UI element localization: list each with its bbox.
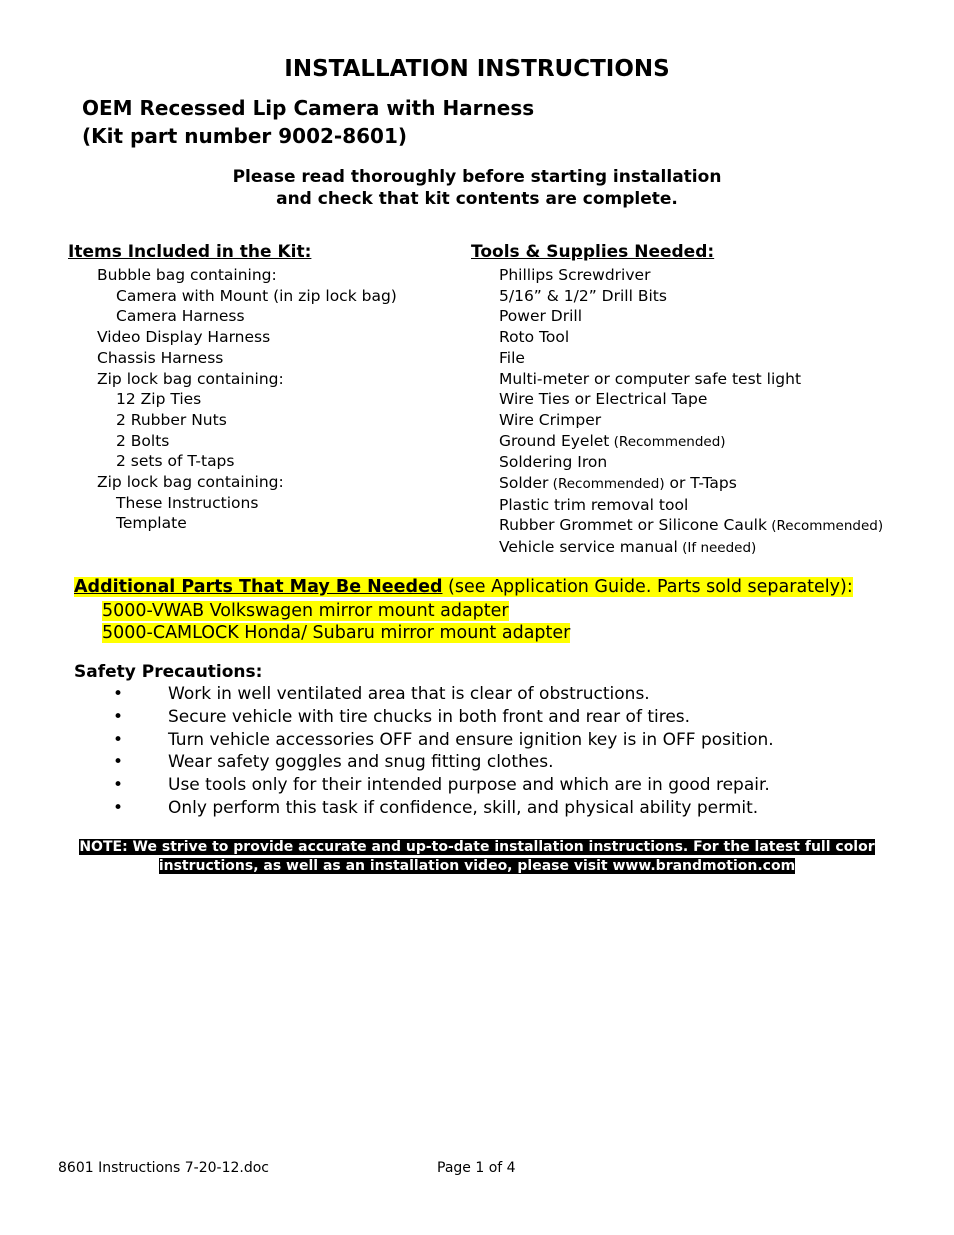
tool-item: Solder (Recommended) or T-Taps: [499, 474, 737, 493]
safety-item: Turn vehicle accessories OFF and ensure ignition key is in OFF position.: [168, 729, 774, 750]
kit-item: Camera Harness: [116, 307, 245, 326]
kit-item: Bubble bag containing:: [97, 266, 277, 284]
product-name: OEM Recessed Lip Camera with Harness: [82, 96, 535, 120]
kit-items-heading: Items Included in the Kit:: [68, 242, 312, 262]
read-notice-line1: Please read thoroughly before starting installation: [232, 167, 722, 187]
tool-item: Ground Eyelet (Recommended): [499, 431, 726, 450]
kit-item: 2 Bolts: [116, 431, 170, 450]
tools-heading: Tools & Supplies Needed:: [471, 242, 715, 262]
tool-item: Vehicle service manual (If needed): [499, 538, 757, 557]
safety-item: Wear safety goggles and snug fitting clothes.: [168, 752, 554, 773]
kit-part-number: (Kit part number 9002-8601): [82, 124, 408, 148]
tool-item: Multi-meter or computer safe test light: [499, 369, 802, 388]
tool-item-note: (If needed): [677, 540, 757, 557]
kit-item: Zip lock bag containing:: [97, 473, 284, 492]
tools-list: [499, 265, 883, 559]
kit-item: Chassis Harness: [97, 348, 224, 367]
bullet-icon: •: [113, 798, 124, 818]
additional-parts-heading: Additional Parts That May Be Needed: [74, 577, 443, 597]
note-line1: NOTE: We strive to provide accurate and up-to-date installation instructions. For the latest full color: [79, 839, 875, 855]
kit-item: 12 Zip Ties: [116, 390, 202, 409]
tool-item: Rubber Grommet or Silicone Caulk (Recommended): [499, 516, 884, 535]
additional-part-item: 5000-VWAB Volkswagen mirror mount adapter: [102, 601, 509, 621]
kit-item: These Instructions: [116, 493, 259, 512]
tool-item: Wire Ties or Electrical Tape: [499, 390, 708, 409]
page-title: INSTALLATION INSTRUCTIONS: [284, 56, 670, 82]
tool-item-note: (Recommended): [766, 518, 884, 535]
note-banner: [0, 838, 954, 876]
kit-item: Video Display Harness: [97, 328, 271, 347]
safety-item: Work in well ventilated area that is clear of obstructions.: [168, 684, 650, 704]
bullet-icon: •: [113, 729, 124, 750]
kit-item: 2 Rubber Nuts: [116, 410, 227, 429]
read-notice-line2: and check that kit contents are complete.: [276, 189, 678, 209]
note-line2: instructions, as well as an installation video, please visit www.brandmotion.com: [158, 858, 796, 874]
tool-item: 5/16” & 1/2” Drill Bits: [499, 286, 667, 305]
kit-items-list: [0, 265, 397, 534]
tool-item: Power Drill: [499, 307, 583, 326]
tool-item: Phillips Screwdriver: [499, 266, 651, 284]
tool-item: Wire Crimper: [499, 410, 602, 429]
tool-item-note: (Recommended): [609, 433, 726, 450]
tool-item: File: [499, 348, 525, 367]
kit-item: Camera with Mount (in zip lock bag): [116, 286, 397, 305]
additional-parts-heading-line: [74, 577, 853, 597]
footer-filename: 8601 Instructions 7-20-12.doc: [58, 1160, 269, 1176]
additional-part-item: 5000-CAMLOCK Honda/ Subaru mirror mount adapter: [102, 623, 571, 643]
bullet-icon: •: [113, 752, 124, 773]
bullet-icon: •: [113, 706, 124, 727]
safety-item: Only perform this task if confidence, skill, and physical ability permit.: [168, 798, 759, 818]
kit-item: Zip lock bag containing:: [97, 369, 284, 388]
footer-page-number: Page 1 of 4: [437, 1160, 516, 1176]
kit-item: 2 sets of T-taps: [116, 452, 235, 471]
tool-item-note: (Recommended): [548, 476, 665, 493]
tool-item: Plastic trim removal tool: [499, 495, 689, 514]
tool-item: Roto Tool: [499, 328, 570, 347]
tool-item: Soldering Iron: [499, 453, 608, 472]
safety-heading: Safety Precautions:: [74, 662, 263, 682]
bullet-icon: •: [113, 684, 124, 704]
safety-item: Use tools only for their intended purpose and which are in good repair.: [168, 775, 770, 796]
additional-parts-note: (see Application Guide. Parts sold separately):: [448, 577, 853, 597]
bullet-icon: •: [113, 775, 124, 796]
kit-item: Template: [116, 514, 187, 533]
safety-item: Secure vehicle with tire chucks in both front and rear of tires.: [168, 706, 691, 727]
